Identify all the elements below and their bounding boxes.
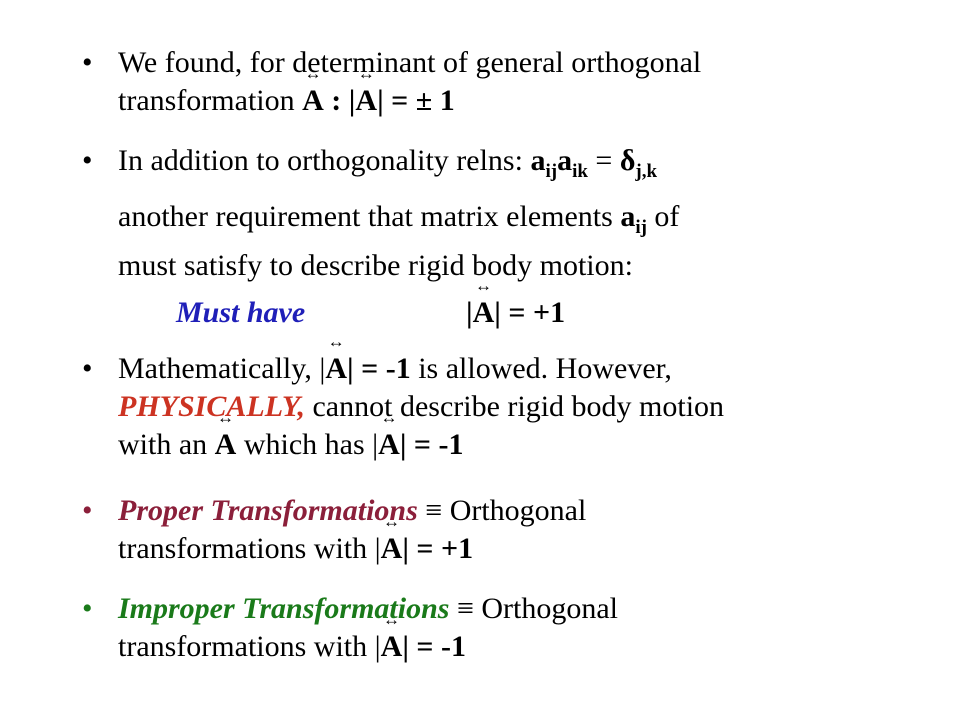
tensor-a: ↔ A	[381, 530, 403, 568]
text: Mathematically, |	[118, 352, 326, 385]
subscript: ik	[572, 161, 588, 182]
subscript: j,k	[635, 161, 658, 182]
tensor-a: ↔ A	[302, 82, 324, 120]
must-have-line	[176, 294, 960, 332]
line-1	[118, 350, 918, 388]
bullet-icon: •	[82, 592, 93, 625]
bullet-item-proper-transformations	[82, 492, 918, 568]
text: |	[466, 296, 473, 329]
text: In addition to orthogonality relns:	[118, 144, 531, 177]
line-2	[118, 198, 918, 247]
text: Orthogonal	[442, 494, 587, 527]
text: which has |	[236, 428, 379, 461]
text: with an	[118, 428, 215, 461]
text: transformations with |	[118, 532, 381, 565]
line-1	[118, 44, 918, 82]
bullet-icon: •	[82, 46, 93, 79]
text: | = -1	[402, 630, 467, 663]
line-2	[118, 82, 918, 120]
text: cannot describe rigid body motion	[304, 390, 725, 423]
text: We found, for determinant of general orthogonal	[118, 46, 702, 79]
text: Orthogonal	[473, 592, 619, 625]
text: =	[587, 144, 620, 177]
line-1	[118, 142, 918, 191]
proper-transformations-term: Proper Transformations	[118, 494, 418, 527]
line-2	[118, 388, 918, 426]
tensor-a: ↔ A	[355, 82, 377, 120]
bullet-item-orthogonality	[82, 142, 918, 191]
bullet-item-improper-transformations	[82, 590, 918, 666]
text: a	[530, 144, 546, 177]
line-3	[118, 426, 918, 464]
text: must satisfy to describe rigid body motion:	[118, 249, 633, 282]
paragraph-requirement	[118, 198, 918, 285]
text: of	[646, 200, 680, 233]
text: a	[557, 144, 573, 177]
bullet-icon: •	[82, 494, 93, 527]
line-1	[118, 492, 918, 530]
tensor-a: ↔ A	[325, 350, 347, 388]
text: transformations with |	[118, 630, 381, 663]
text: 1	[432, 84, 455, 117]
line-3	[118, 247, 918, 285]
text: | = -1	[399, 428, 464, 461]
subscript: ij	[545, 161, 558, 182]
subscript: ij	[635, 217, 647, 238]
text: | =	[377, 84, 416, 117]
physically-emphasis: PHYSICALLY,	[118, 390, 305, 423]
delta-symbol: δ	[619, 144, 636, 177]
text: transformation	[118, 84, 303, 117]
text: | = +1	[402, 532, 474, 565]
text: | = +1	[494, 296, 566, 329]
equiv-symbol: ≡	[425, 494, 443, 527]
text: : |	[323, 84, 356, 117]
plus-minus-symbol: ±	[415, 84, 433, 117]
line-2	[118, 628, 918, 666]
tensor-a: ↔ A	[215, 426, 237, 464]
improper-transformations-term: Improper Transformations	[118, 592, 450, 625]
text: another requirement that matrix elements	[118, 200, 621, 233]
text: is allowed. However,	[410, 352, 672, 385]
tensor-a: ↔ A	[378, 426, 400, 464]
bullet-icon: •	[82, 144, 93, 177]
bullet-item-determinant	[82, 44, 918, 120]
tensor-a: ↔ A	[473, 294, 495, 332]
must-have-label: Must have	[176, 296, 306, 329]
text: a	[620, 200, 636, 233]
equiv-symbol: ≡	[456, 592, 474, 625]
bullet-item-mathematically	[82, 350, 918, 464]
tensor-a: ↔ A	[381, 628, 403, 666]
line-2	[118, 530, 918, 568]
line-1	[118, 590, 918, 628]
bullet-icon: •	[82, 352, 93, 385]
determinant-condition	[466, 294, 565, 332]
text: | = -1	[347, 352, 411, 385]
